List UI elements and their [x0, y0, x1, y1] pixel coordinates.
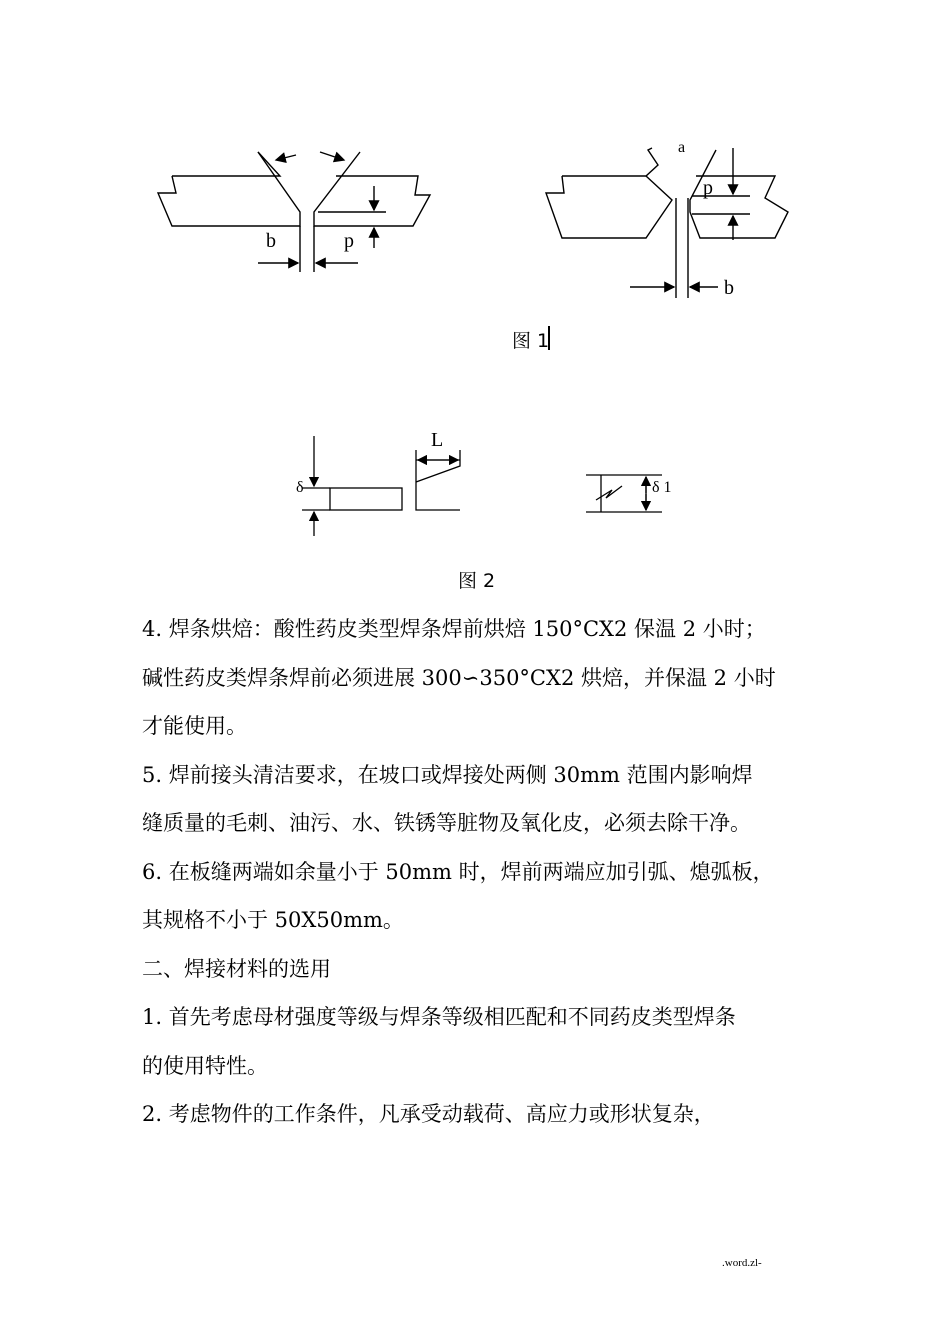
label-delta-1: δ 1 [652, 479, 672, 496]
paragraph-line: 5. 焊前接头清洁要求，在坡口或焊接处两侧 30mm 范围内影响焊 [142, 762, 753, 787]
v-groove-left [158, 152, 430, 272]
plate-rect [330, 488, 402, 510]
paragraph-line: 1. 首先考虑母材强度等级与焊条等级相匹配和不同药皮类型焊条 [142, 1005, 736, 1029]
label-p-right: p [703, 177, 713, 199]
paragraph-line: 4. 焊条烘焙：酸性药皮类型焊条焊前烘焙 150°CX2 保温 2 小时； [142, 617, 766, 641]
paragraph-line: 其规格不小于 50X50mm。 [142, 908, 404, 932]
paragraph-line: 2. 考虑物件的工作条件，凡承受动载荷、高应力或形状复杂， [142, 1102, 715, 1126]
label-delta: δ [296, 479, 304, 496]
label-b-right: b [724, 277, 734, 299]
paragraph-line: 碱性药皮类焊条焊前必须进展 300∽350°CX2 烘焙，并保温 2 小时 [142, 665, 776, 690]
figure-1-diagram [0, 0, 950, 380]
figure-2-caption: 图 2 [458, 570, 496, 592]
body-text [142, 605, 822, 1139]
page-footer: .word.zl- [722, 1257, 762, 1269]
paragraph-line: 6. 在板缝两端如余量小于 50mm 时，焊前两端应加引弧、熄弧板， [142, 859, 774, 884]
paragraph-line: 的使用特性。 [142, 1053, 268, 1078]
label-b-left: b [266, 230, 276, 252]
paragraph-line: 缝质量的毛刺、油污、水、铁锈等脏物及氧化皮，必须去除干净。 [142, 811, 751, 835]
label-L: L [431, 429, 444, 451]
label-p-left: p [344, 230, 354, 252]
label-a-right: a [678, 139, 686, 156]
figure-1-caption: 图 1 [512, 330, 550, 352]
x-groove-right [546, 148, 788, 298]
paragraph-line: 才能使用。 [142, 714, 247, 738]
section-heading: 二、焊接材料的选用 [142, 956, 331, 981]
